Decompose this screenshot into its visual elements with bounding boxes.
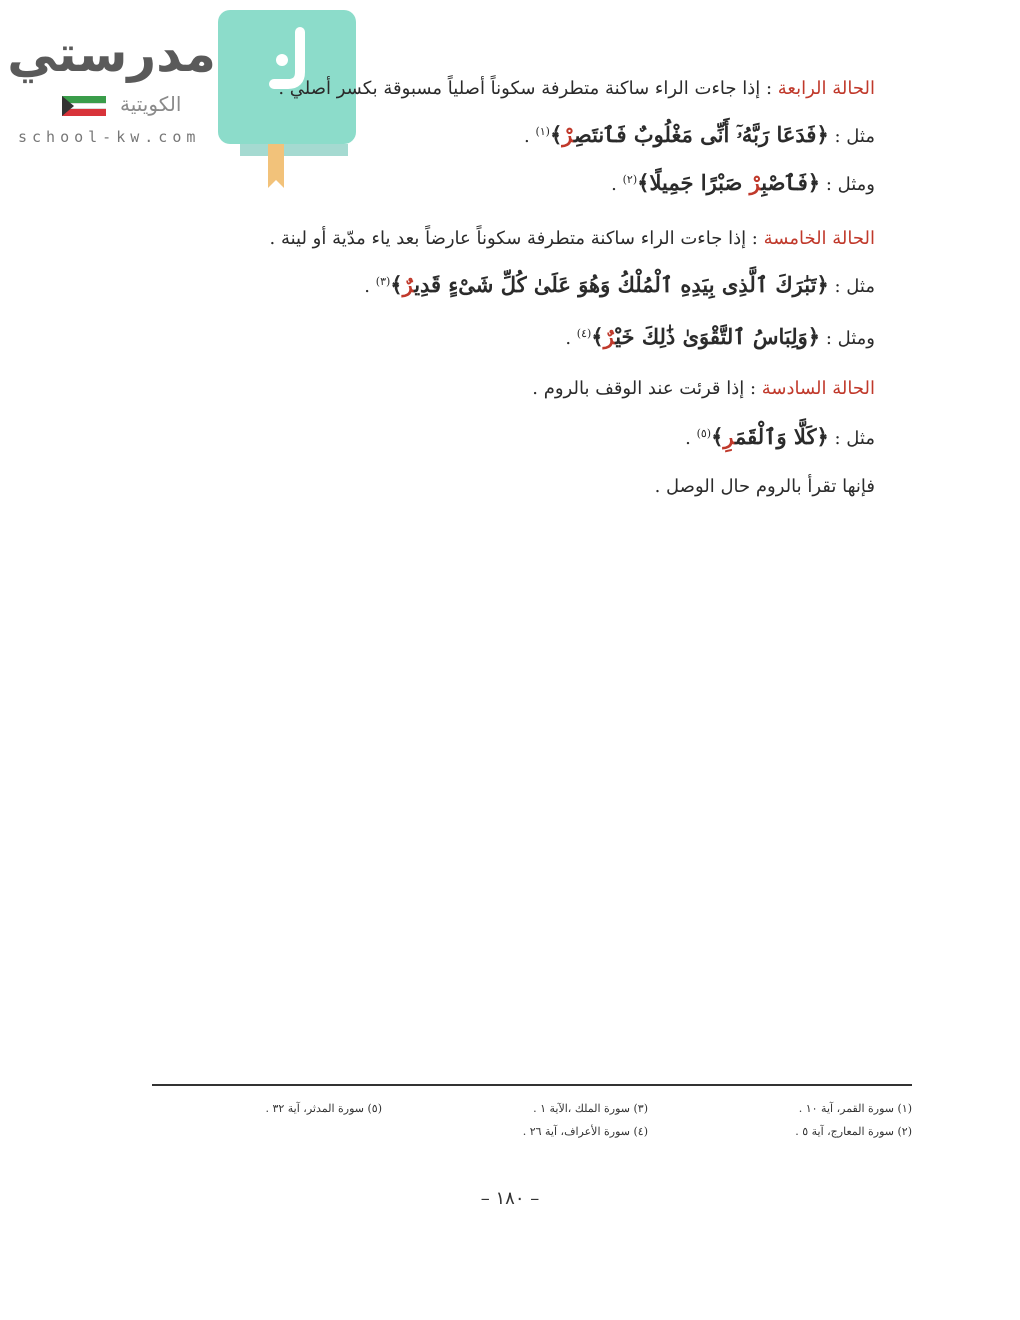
quran-verse: ﴿فَٱصْبِرْ صَبْرًا جَمِيلًا﴾ (637, 170, 821, 195)
rule-label: الحالة الخامسة (763, 228, 875, 249)
site-watermark-logo (7, 10, 357, 190)
watermark-name: مدرستي (7, 25, 216, 83)
quran-verse: ﴿فَدَعَا رَبَّهُۥٓ أَنِّى مَغْلُوبٌ فَٱنتَصِرْ﴾ (549, 122, 829, 147)
rule-label: الحالة الرابعة (777, 78, 875, 99)
example-prefix: ومثل : (825, 174, 875, 195)
footnote: (٤) سورة الأعراف، آية ٢٦ . (522, 1125, 648, 1138)
example-line: مثل : ﴿كَلَّا وَٱلْقَمَرِ﴾$^{(٥)}$ . (685, 424, 875, 449)
example-prefix: مثل : (834, 126, 875, 147)
footnote-ref: (٥) (696, 427, 712, 440)
rule-label: الحالة السادسة (761, 378, 875, 399)
watermark-url: school-kw.com (18, 128, 201, 146)
footnote-ref: (٢) (622, 173, 638, 186)
example-line: ومثل : ﴿فَٱصْبِرْ صَبْرًا جَمِيلًا﴾$^{(٢)}$ . (611, 170, 875, 195)
rule-text: : إذا جاءت الراء ساكنة متطرفة سكوناً عارضاً بعد ياء مدّية أو لينة . (269, 228, 758, 249)
rule-6 (532, 378, 875, 399)
footnote: (٢) سورة المعارج، آية ٥ . (795, 1125, 912, 1138)
footnote-ref: (٣) (375, 275, 391, 288)
footnote: (٥) سورة المدثر، آية ٣٢ . (265, 1102, 382, 1115)
book-logo-icon (218, 10, 358, 190)
rule-4 (278, 78, 875, 99)
footnote-divider (152, 1084, 912, 1086)
rule-5 (270, 228, 876, 249)
example-line: ومثل : ﴿وَلِبَاسُ ٱلتَّقْوَىٰ ذَٰلِكَ خَيْرٌ﴾$^{(٤)}$ . (565, 324, 875, 349)
page-number: – ١٨٠ – (480, 1188, 540, 1209)
rule-text: : إذا قرئت عند الوقف بالروم . (532, 378, 757, 399)
quran-verse: ﴿وَلِبَاسُ ٱلتَّقْوَىٰ ذَٰلِكَ خَيْرٌ﴾ (591, 324, 821, 349)
example-line: مثل : ﴿فَدَعَا رَبَّهُۥٓ أَنِّى مَغْلُوبٌ فَٱنتَصِرْ﴾$^{(١)}$ . (523, 122, 875, 147)
kuwait-flag-icon (62, 96, 106, 116)
quran-verse: ﴿كَلَّا وَٱلْقَمَرِ﴾ (711, 424, 829, 449)
example-prefix: ومثل : (825, 328, 875, 349)
example-prefix: مثل : (834, 276, 875, 297)
example-line: مثل : ﴿تَبَٰرَكَ ٱلَّذِى بِيَدِهِ ٱلْمُلْكُ وَهُوَ عَلَىٰ كُلِّ شَىْءٍ قَدِيرٌ﴾$^{(٣)}$ . (364, 272, 875, 297)
example-prefix: مثل : (834, 428, 875, 449)
rule-text: : إذا جاءت الراء ساكنة متطرفة سكوناً أصلياً مسبوقة بكسر أصلي . (278, 78, 773, 99)
footnote-ref: (٤) (576, 327, 592, 340)
watermark-country: الكويتية (120, 92, 182, 116)
footnote: (٣) سورة الملك ،الآية ١ . (533, 1102, 648, 1115)
footnote-ref: (١) (535, 125, 550, 138)
footnote: (١) سورة القمر، آية ١٠ . (798, 1102, 912, 1115)
closing-text: فإنها تقرأ بالروم حال الوصل . (654, 476, 875, 497)
quran-verse: ﴿تَبَٰرَكَ ٱلَّذِى بِيَدِهِ ٱلْمُلْكُ وَهُوَ عَلَىٰ كُلِّ شَىْءٍ قَدِيرٌ﴾ (390, 272, 829, 297)
